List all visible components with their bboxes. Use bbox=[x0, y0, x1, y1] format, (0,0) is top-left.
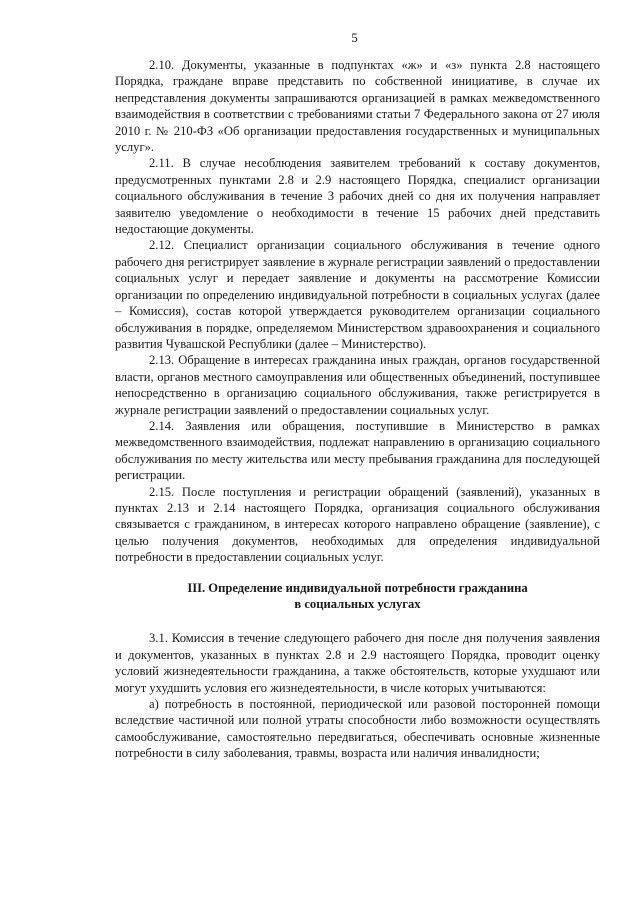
paragraph-3-1-a: а) потребность в постоянной, периодической или разовой посторонней помощи вследствие частичной или полной утраты способности либо возможности осуществлять самообслуживание, самостоятельно передвигаться, обеспечивать основные жизненные потребности в силу заболевания, травмы, возраста или наличия инвалидности; bbox=[115, 697, 600, 761]
paragraph-2-14: 2.14. Заявления или обращения, поступившие в Министерство в рамках межведомственного взаимодействия, подлежат направлению в организацию социального обслуживания по месту жительства или месту пребывания гражданина для последующей регистрации. bbox=[115, 418, 600, 483]
section-title-line-1: III. Определение индивидуальной потребности гражданина bbox=[187, 580, 528, 595]
paragraph-2-12: 2.12. Специалист организации социального обслуживания в течение одного рабочего дня регистрирует заявление в журнале регистрации заявлений о предоставлении социальных услуг и передает заявление и документы на рассмотрение Комиссии организации по определению индивидуальной потребности в социальных услугах (далее – Комиссия), состав которой утверждается руководителем организации социального обслуживания в порядке, определяемом Министерством здравоохранения и социального развития Чувашской Республики (далее – Министерство). bbox=[115, 238, 600, 351]
paragraph-2-15: 2.15. После поступления и регистрации обращений (заявлений), указанных в пунктах 2.13 и 2.14 настоящего Порядка, организация социального обслуживания связывается с гражданином, в интересах которого направлено обращение (заявление), с целью получения документов, необходимых для определения индивидуальной потребности в предоставлении социальных услуг. bbox=[115, 484, 600, 565]
paragraph-2-11: 2.11. В случае несоблюдения заявителем требований к составу документов, предусмотренных пунктами 2.8 и 2.9 настоящего Порядка, специалист организации социального обслуживания в течение 3 рабочих дней со дня их получения направляет заявителю уведомление о необходимости в течение 15 рабочих дней представить недостающие документы. bbox=[115, 156, 600, 237]
paragraph-2-13: 2.13. Обращение в интересах гражданина иных граждан, органов государственной власти, органов местного самоуправления или общественных объединений, поступившее непосредственно в организацию социального обслуживания, также регистрируется в журнале регистрации заявлений о предоставлении социальных услуг. bbox=[115, 353, 600, 417]
section-title bbox=[115, 580, 600, 613]
paragraph-3-1: 3.1. Комиссия в течение следующего рабочего дня после дня получения заявления и документов, указанных в пунктах 2.8 и 2.9 настоящего Порядка, проводит оценку условий жизнедеятельности гражданина, а также обстоятельств, которые ухудшают или могут ухудшить условия его жизнедеятельности, в числе которых учитываются: bbox=[115, 631, 600, 695]
page-number: 5 bbox=[351, 30, 358, 45]
paragraph-2-10: 2.10. Документы, указанные в подпунктах «ж» и «з» пункта 2.8 настоящего Порядка, граждане вправе представить по собственной инициативе, в случае их непредставления документы запрашиваются организацией в рамках межведомственного взаимодействия в соответствии с требованиями статьи 7 Федерального закона от 27 июля 2010 г. № 210-ФЗ «Об организации предоставления государственных и муниципальных услуг». bbox=[115, 58, 600, 155]
section-title-line-2: в социальных услугах bbox=[294, 597, 421, 611]
